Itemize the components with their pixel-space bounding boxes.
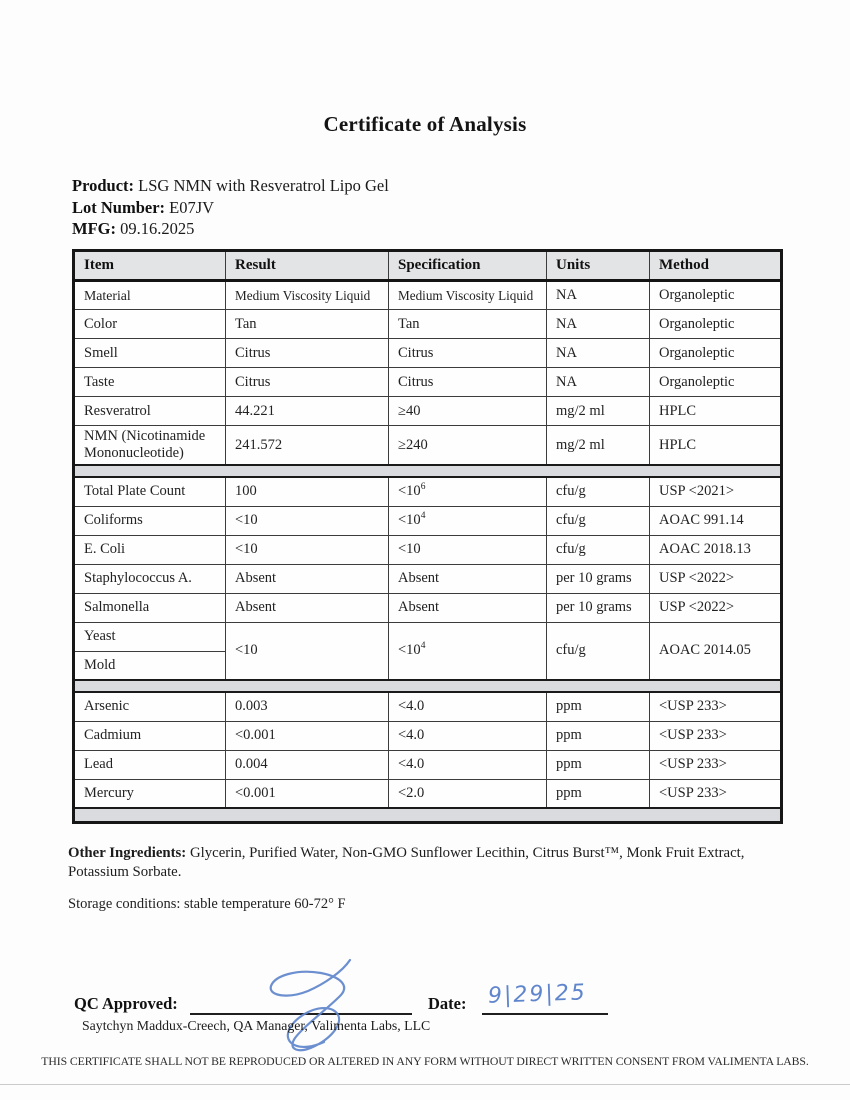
units-cell: mg/2 ml [547,397,650,426]
spec-cell: Absent [389,564,547,593]
table-header-row [74,251,782,281]
mfg-line [72,218,389,240]
item-cell: E. Coli [74,535,226,564]
method-cell: <USP 233> [650,721,782,750]
spec-exponent: 4 [420,511,426,522]
units-cell: ppm [547,750,650,779]
result-cell: Citrus [226,368,389,397]
date-label: Date: [428,994,467,1013]
date-signature-line [482,1013,608,1015]
item-cell: Mercury [74,779,226,808]
method-cell: AOAC 991.14 [650,506,782,535]
item-cell: Resveratrol [74,397,226,426]
table-row-yeast [74,622,782,651]
method-cell: Organoleptic [650,310,782,339]
qc-attribution: Saytchyn Maddux-Creech, QA Manager, Valimenta Labs, LLC [82,1018,431,1033]
spec-cell: Citrus [389,368,547,397]
units-cell: ppm [547,692,650,721]
spec-cell [389,622,547,680]
bottom-scan-edge [0,1084,850,1085]
signature-scribble-icon [232,946,412,1056]
method-cell: <USP 233> [650,750,782,779]
lot-value: E07JV [165,197,215,217]
table-row [74,506,782,535]
qc-approved-label: QC Approved: [74,994,178,1013]
result-cell: <10 [226,622,389,680]
item-cell: Cadmium [74,721,226,750]
item-cell: Total Plate Count [74,477,226,506]
units-cell: cfu/g [547,477,650,506]
spec-cell: Citrus [389,339,547,368]
disclaimer-text: THIS CERTIFICATE SHALL NOT BE REPRODUCED OR ALTERED IN ANY FORM WITHOUT DIRECT WRITTEN CONSENT FROM VALIMENTA LABS. [41,1054,809,1068]
spec-cell [389,477,547,506]
header-method: Method [650,251,782,281]
table-row [74,750,782,779]
table-row [74,310,782,339]
header-item: Item [74,251,226,281]
table-row [74,535,782,564]
qc-signature-line [190,1013,412,1015]
units-cell: NA [547,339,650,368]
method-cell: Organoleptic [650,368,782,397]
table-row [74,721,782,750]
result-cell: 0.004 [226,750,389,779]
spec-cell: <4.0 [389,692,547,721]
product-line [72,175,389,197]
item-cell: Color [74,310,226,339]
method-cell: AOAC 2018.13 [650,535,782,564]
spec-exponent: 6 [420,482,426,493]
lot-label: Lot Number: [72,197,166,217]
item-cell: NMN (Nicotinamide Mononucleotide) [74,426,226,466]
units-cell: per 10 grams [547,593,650,622]
result-cell: <10 [226,506,389,535]
table-row [74,426,782,466]
table-row [74,477,782,506]
method-cell: HPLC [650,426,782,466]
spec-cell: Absent [389,593,547,622]
spec-cell: <10 [389,535,547,564]
result-cell: Absent [226,593,389,622]
spec-cell: Tan [389,310,547,339]
table-row [74,339,782,368]
spec-value: <10 [398,642,421,659]
other-ingredients [68,844,758,882]
result-cell: 0.003 [226,692,389,721]
spec-cell: <4.0 [389,721,547,750]
lot-line [72,197,389,219]
result-cell: Tan [226,310,389,339]
units-cell: cfu/g [547,622,650,680]
table-row [74,281,782,310]
method-cell: USP <2022> [650,593,782,622]
table-bottom-strip [74,808,782,822]
table-row [74,564,782,593]
mfg-value: 09.16.2025 [115,219,195,238]
method-cell: Organoleptic [650,339,782,368]
page-title: Certificate of Analysis [323,112,527,136]
handwritten-date: 9|29|25 [487,980,588,1009]
table-row [74,779,782,808]
item-cell: Lead [74,750,226,779]
units-cell: cfu/g [547,506,650,535]
product-meta [72,175,389,240]
result-cell: 100 [226,477,389,506]
spec-cell [389,506,547,535]
units-cell: mg/2 ml [547,426,650,466]
item-cell: Mold [74,651,226,680]
header-specification: Specification [389,251,547,281]
method-cell: <USP 233> [650,779,782,808]
item-cell: Taste [74,368,226,397]
spec-exponent: 4 [420,641,426,652]
table-row [74,368,782,397]
item-cell: Salmonella [74,593,226,622]
product-value: LSG NMN with Resveratrol Lipo Gel [134,176,389,195]
result-cell: <0.001 [226,779,389,808]
result-cell: Medium Viscosity Liquid [226,281,389,310]
units-cell: ppm [547,779,650,808]
coa-table [72,249,783,824]
item-cell: Arsenic [74,692,226,721]
section-separator [74,680,782,692]
units-cell: cfu/g [547,535,650,564]
result-cell: 44.221 [226,397,389,426]
result-cell: <0.001 [226,721,389,750]
spec-cell: ≥40 [389,397,547,426]
units-cell: NA [547,281,650,310]
units-cell: per 10 grams [547,564,650,593]
result-cell: 241.572 [226,426,389,466]
spec-value: <10 [398,512,421,528]
item-cell: Yeast [74,622,226,651]
method-cell: AOAC 2014.05 [650,622,782,680]
storage-conditions: Storage conditions: stable temperature 60-72° F [68,896,346,912]
table-row [74,692,782,721]
method-cell: USP <2021> [650,477,782,506]
header-result: Result [226,251,389,281]
spec-cell: Medium Viscosity Liquid [389,281,547,310]
units-cell: NA [547,310,650,339]
method-cell: <USP 233> [650,692,782,721]
item-cell: Coliforms [74,506,226,535]
units-cell: NA [547,368,650,397]
result-cell: Absent [226,564,389,593]
header-units: Units [547,251,650,281]
item-cell: Smell [74,339,226,368]
method-cell: HPLC [650,397,782,426]
spec-cell: <4.0 [389,750,547,779]
method-cell: USP <2022> [650,564,782,593]
spec-cell: ≥240 [389,426,547,466]
other-ingredients-label: Other Ingredients: [68,845,187,861]
table-row [74,397,782,426]
product-label: Product: [72,176,135,195]
spec-value: <10 [398,483,421,500]
table-row [74,593,782,622]
spec-cell: <2.0 [389,779,547,808]
section-separator [74,465,782,477]
method-cell: Organoleptic [650,281,782,310]
item-cell: Staphylococcus A. [74,564,226,593]
result-cell: Citrus [226,339,389,368]
result-cell: <10 [226,535,389,564]
mfg-label: MFG: [72,219,116,238]
item-cell: Material [74,281,226,310]
units-cell: ppm [547,721,650,750]
other-ingredients-text: Glycerin, Purified Water, Non-GMO Sunflower Lecithin, Citrus Burst™, Monk Fruit Extract, Potassium Sorbate. [68,845,745,880]
